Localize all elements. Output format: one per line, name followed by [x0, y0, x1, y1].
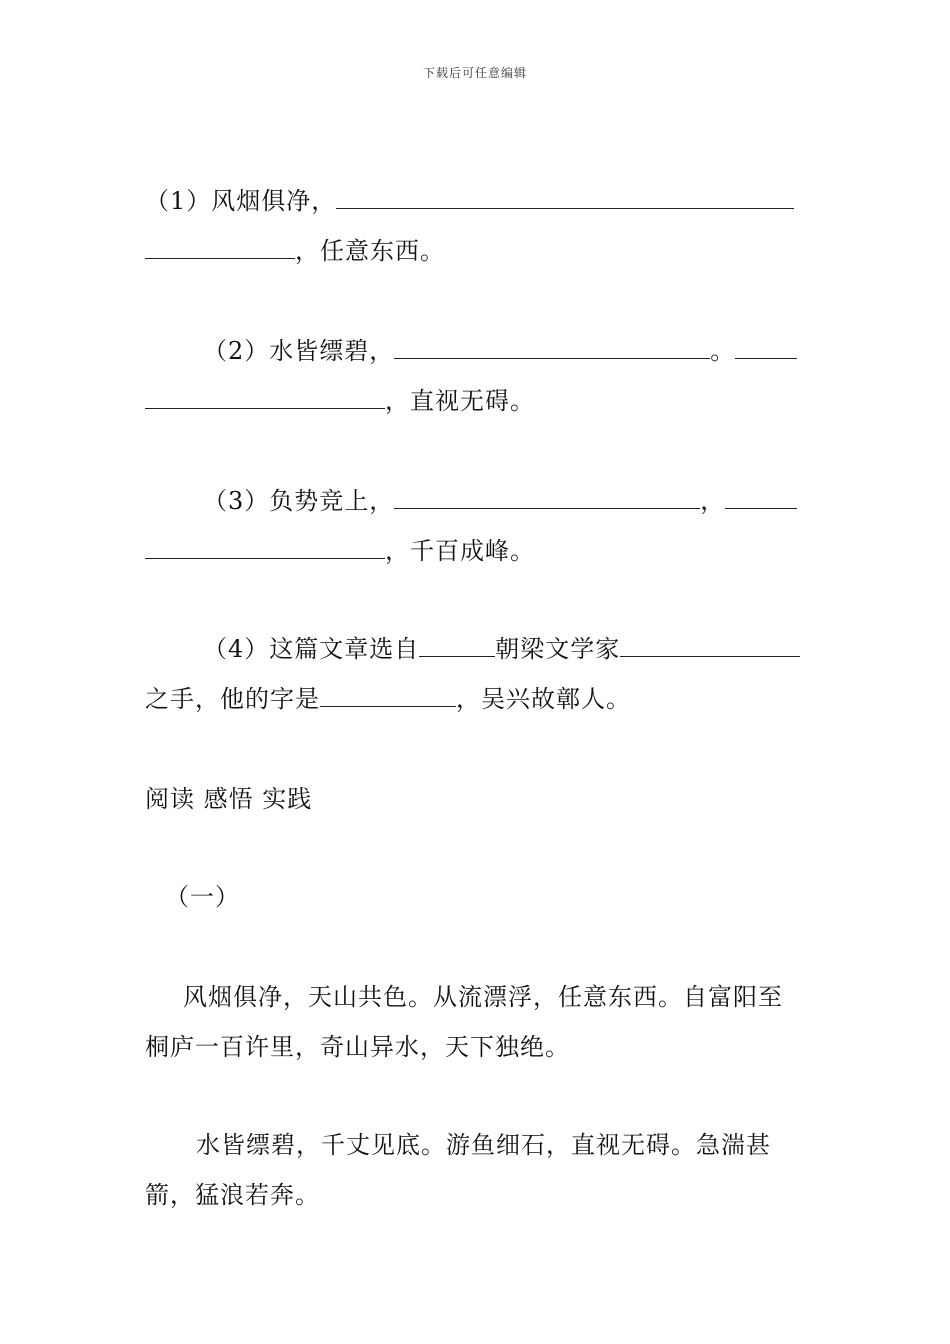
passage-paragraph-2-line-2: 箭，猛浪若奔。	[145, 1181, 320, 1209]
question-2-mid-punct: 。	[710, 337, 736, 365]
question-2-line-1	[145, 336, 807, 366]
question-3-tail-text: ，千百成峰。	[385, 537, 535, 565]
question-4-text-d: ，吴兴故鄣人。	[456, 685, 631, 713]
section-part-label: （一）	[165, 883, 240, 911]
question-1-tail-text: ，任意东西。	[295, 237, 445, 265]
section-heading: 阅读 感悟 实践	[145, 785, 313, 813]
question-4-line-1	[145, 634, 807, 664]
question-3-line-2	[145, 536, 807, 566]
passage-paragraph-2-line-1: 水皆缥碧，千丈见底。游鱼细石，直视无碍。急湍甚	[196, 1131, 771, 1159]
question-2-blank-1[interactable]	[394, 336, 710, 359]
page-header-note: 下载后可任意编辑	[422, 66, 527, 80]
question-2-blank-3[interactable]	[145, 386, 385, 409]
question-4-blank-author[interactable]	[620, 634, 800, 657]
passage-paragraph-1-line-1: 风烟俱净，天山共色。从流漂浮，任意东西。自富阳至	[183, 983, 783, 1011]
question-4-text-b: 朝梁文学家	[495, 635, 621, 663]
question-2-blank-2[interactable]	[735, 336, 797, 359]
question-3-blank-2[interactable]	[725, 486, 797, 509]
question-3-mid-punct: ，	[700, 487, 726, 515]
question-4-blank-dynasty[interactable]	[419, 634, 495, 657]
question-2-line-2	[145, 386, 807, 416]
question-1-blank-1[interactable]	[336, 186, 794, 209]
question-3-blank-1[interactable]	[394, 486, 700, 509]
question-1-line-2	[145, 236, 807, 266]
question-4-blank-courtesy-name[interactable]	[320, 684, 456, 707]
question-3-text: （3）负势竞上，	[203, 487, 395, 515]
question-1-blank-2[interactable]	[145, 236, 295, 259]
question-4-text-c: 之手，他的字是	[145, 685, 320, 713]
question-4-line-2	[145, 684, 807, 714]
passage-paragraph-1-line-2: 桐庐一百许里，奇山异水，天下独绝。	[145, 1033, 570, 1061]
question-2-tail-text: ，直视无碍。	[385, 387, 535, 415]
question-3-blank-3[interactable]	[145, 536, 385, 559]
question-2-text: （2）水皆缥碧，	[203, 337, 395, 365]
question-4-text-a: （4）这篇文章选自	[203, 635, 420, 663]
question-3-line-1	[145, 486, 807, 516]
question-1-line-1	[145, 186, 807, 216]
question-1-text: （1）风烟俱净，	[145, 187, 337, 215]
